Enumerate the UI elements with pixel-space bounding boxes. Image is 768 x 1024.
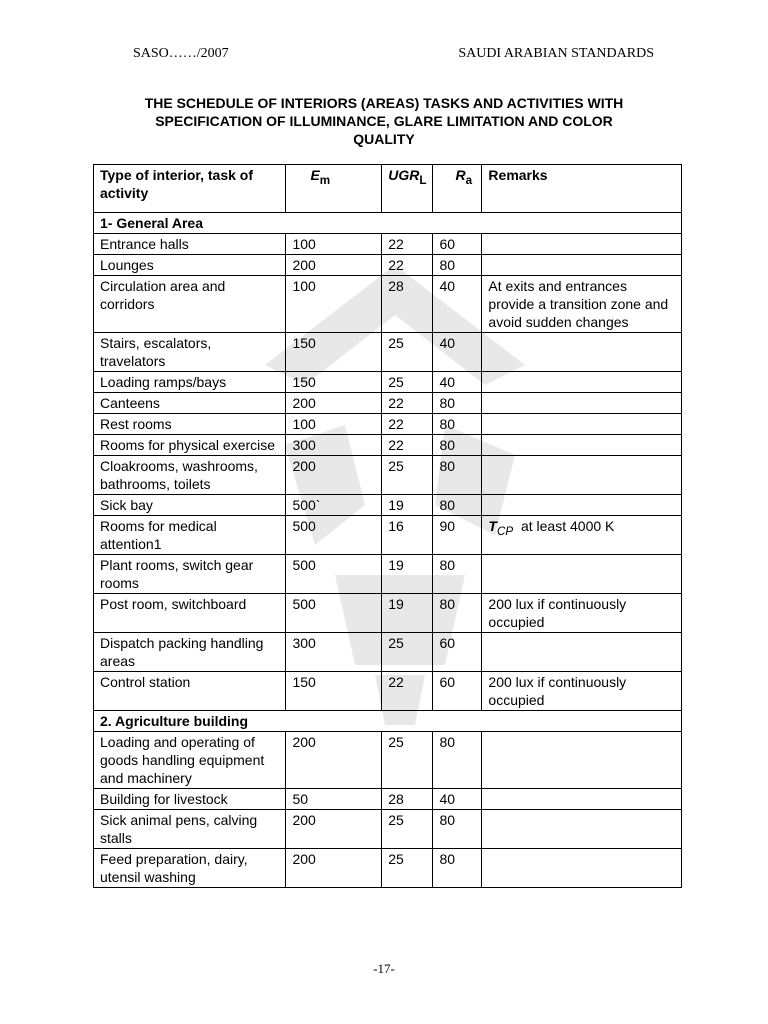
cell-ugr: 25	[382, 372, 433, 393]
illuminance-schedule-table	[93, 164, 682, 888]
cell-em: 500	[286, 516, 382, 555]
table-row	[94, 435, 682, 456]
cell-type: Sick animal pens, calving stalls	[94, 810, 286, 849]
cell-remarks	[482, 435, 682, 456]
cell-ugr: 25	[382, 633, 433, 672]
table-row	[94, 810, 682, 849]
table-row	[94, 372, 682, 393]
table-header-row	[94, 165, 682, 213]
cell-type: Stairs, escalators, travelators	[94, 333, 286, 372]
table-row	[94, 234, 682, 255]
cell-type: Loading ramps/bays	[94, 372, 286, 393]
cell-type: Feed preparation, dairy, utensil washing	[94, 849, 286, 888]
cell-ugr: 22	[382, 234, 433, 255]
cell-ugr: 22	[382, 393, 433, 414]
section-header-row	[94, 711, 682, 732]
table-row	[94, 393, 682, 414]
cell-ra: 80	[433, 810, 482, 849]
cell-em: 200	[286, 732, 382, 789]
cell-ugr: 25	[382, 333, 433, 372]
cell-ra: 40	[433, 276, 482, 333]
cell-type: Canteens	[94, 393, 286, 414]
cell-remarks	[482, 732, 682, 789]
cell-em: 150	[286, 333, 382, 372]
cell-remarks: At exits and entrances provide a transition zone and avoid sudden changes	[482, 276, 682, 333]
section-title: 1- General Area	[94, 213, 682, 234]
cell-ra: 60	[433, 633, 482, 672]
cell-em: 50	[286, 789, 382, 810]
cell-ra: 80	[433, 255, 482, 276]
table-row	[94, 255, 682, 276]
cell-em: 200	[286, 456, 382, 495]
cell-ugr: 22	[382, 255, 433, 276]
cell-ra: 80	[433, 555, 482, 594]
cell-em: 500`	[286, 495, 382, 516]
cell-type: Circulation area and corridors	[94, 276, 286, 333]
header-standard-number: SASO……/2007	[133, 46, 229, 61]
cell-ra: 80	[433, 732, 482, 789]
table-row	[94, 456, 682, 495]
cell-ugr: 25	[382, 810, 433, 849]
table-row	[94, 276, 682, 333]
cell-remarks	[482, 849, 682, 888]
cell-ugr: 19	[382, 594, 433, 633]
table-row	[94, 789, 682, 810]
cell-ugr: 19	[382, 495, 433, 516]
cell-em: 300	[286, 435, 382, 456]
cell-remarks	[482, 633, 682, 672]
cell-type: Rest rooms	[94, 414, 286, 435]
cell-em: 100	[286, 414, 382, 435]
col-header-type: Type of interior, task of activity	[94, 165, 286, 213]
cell-em: 100	[286, 276, 382, 333]
table-row	[94, 555, 682, 594]
cell-ra: 60	[433, 234, 482, 255]
cell-em: 300	[286, 633, 382, 672]
cell-ugr: 28	[382, 276, 433, 333]
cell-type: Dispatch packing handling areas	[94, 633, 286, 672]
table-row	[94, 594, 682, 633]
cell-ra: 40	[433, 372, 482, 393]
cell-ugr: 19	[382, 555, 433, 594]
cell-type: Lounges	[94, 255, 286, 276]
table-row	[94, 495, 682, 516]
cell-type: Rooms for physical exercise	[94, 435, 286, 456]
table-row	[94, 732, 682, 789]
table-row	[94, 414, 682, 435]
document-title	[100, 94, 668, 148]
title-line: THE SCHEDULE OF INTERIORS (AREAS) TASKS AND ACTIVITIES WITH	[144, 95, 624, 111]
cell-ra: 80	[433, 594, 482, 633]
cell-remarks	[482, 333, 682, 372]
cell-ra: 80	[433, 849, 482, 888]
cell-remarks	[482, 555, 682, 594]
cell-ugr: 25	[382, 732, 433, 789]
cell-remarks	[482, 495, 682, 516]
cell-ugr: 16	[382, 516, 433, 555]
table-row	[94, 633, 682, 672]
cell-remarks	[482, 372, 682, 393]
cell-type: Building for livestock	[94, 789, 286, 810]
cell-ra: 80	[433, 456, 482, 495]
cell-remarks: $T_{CP}$ at least 4000 K	[482, 516, 682, 555]
cell-em: 200	[286, 849, 382, 888]
cell-remarks	[482, 456, 682, 495]
table-row	[94, 849, 682, 888]
cell-remarks	[482, 810, 682, 849]
page-number: -17-	[373, 961, 395, 976]
cell-remarks: 200 lux if continuously occupied	[482, 594, 682, 633]
cell-em: 150	[286, 372, 382, 393]
cell-remarks: 200 lux if continuously occupied	[482, 672, 682, 711]
cell-ra: 60	[433, 672, 482, 711]
title-line: SPECIFICATION OF ILLUMINANCE, GLARE LIMITATION AND COLOR	[155, 113, 613, 129]
cell-em: 150	[286, 672, 382, 711]
cell-type: Cloakrooms, washrooms, bathrooms, toilets	[94, 456, 286, 495]
cell-remarks	[482, 414, 682, 435]
cell-remarks	[482, 234, 682, 255]
col-header-ugr: $UGR_L$	[382, 165, 433, 213]
cell-em: 200	[286, 255, 382, 276]
table-row	[94, 672, 682, 711]
cell-ugr: 25	[382, 849, 433, 888]
cell-em: 100	[286, 234, 382, 255]
cell-remarks	[482, 255, 682, 276]
cell-ra: 80	[433, 393, 482, 414]
cell-em: 500	[286, 594, 382, 633]
cell-remarks	[482, 789, 682, 810]
cell-type: Control station	[94, 672, 286, 711]
cell-ugr: 22	[382, 414, 433, 435]
cell-remarks	[482, 393, 682, 414]
header-organization: SAUDI ARABIAN STANDARDS	[458, 46, 654, 61]
cell-type: Plant rooms, switch gear rooms	[94, 555, 286, 594]
section-header-row	[94, 213, 682, 234]
col-header-ra: $R_a$	[433, 165, 482, 213]
table-row	[94, 516, 682, 555]
col-header-em: $E_m$	[286, 165, 382, 213]
cell-ra: 80	[433, 414, 482, 435]
cell-ra: 40	[433, 333, 482, 372]
cell-ra: 80	[433, 435, 482, 456]
col-header-remarks: Remarks	[482, 165, 682, 213]
cell-type: Entrance halls	[94, 234, 286, 255]
section-title: 2. Agriculture building	[94, 711, 682, 732]
cell-ra: 40	[433, 789, 482, 810]
cell-type: Rooms for medical attention1	[94, 516, 286, 555]
title-line: QUALITY	[353, 131, 415, 147]
cell-ra: 80	[433, 495, 482, 516]
cell-ra: 90	[433, 516, 482, 555]
cell-em: 200	[286, 810, 382, 849]
cell-ugr: 25	[382, 456, 433, 495]
cell-em: 500	[286, 555, 382, 594]
cell-type: Loading and operating of goods handling equipment and machinery	[94, 732, 286, 789]
cell-type: Post room, switchboard	[94, 594, 286, 633]
cell-ugr: 28	[382, 789, 433, 810]
cell-ugr: 22	[382, 435, 433, 456]
cell-type: Sick bay	[94, 495, 286, 516]
cell-ugr: 22	[382, 672, 433, 711]
table-row	[94, 333, 682, 372]
cell-em: 200	[286, 393, 382, 414]
